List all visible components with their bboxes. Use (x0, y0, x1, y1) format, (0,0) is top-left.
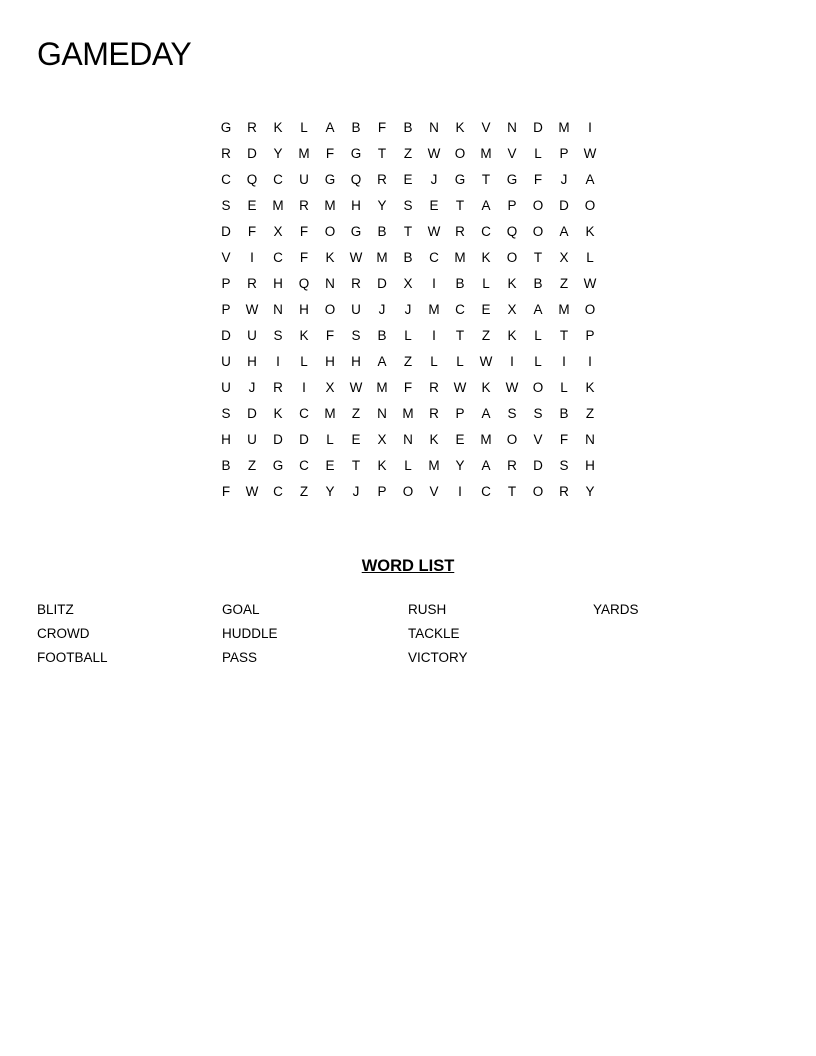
grid-cell: B (377, 224, 387, 239)
grid-cell: D (377, 276, 387, 291)
word-list-column (593, 600, 773, 624)
grid-cell: W (427, 224, 441, 239)
grid-cell: S (507, 406, 517, 421)
grid-row (213, 271, 603, 297)
grid-cell: C (273, 250, 283, 265)
grid-row (213, 167, 603, 193)
grid-cell: C (455, 302, 465, 317)
grid-cell: S (559, 458, 569, 473)
grid-cell: D (533, 120, 543, 135)
grid-cell: M (272, 198, 284, 213)
grid-cell: G (220, 120, 232, 135)
grid-cell: L (300, 354, 308, 369)
grid-cell: F (377, 120, 387, 135)
grid-cell: P (455, 406, 465, 421)
grid-row (213, 479, 603, 505)
grid-cell: K (325, 250, 335, 265)
grid-cell: Z (299, 484, 309, 499)
grid-cell: K (429, 432, 439, 447)
page-title: GAMEDAY (37, 36, 192, 72)
grid-cell: R (377, 172, 387, 187)
grid-cell: M (558, 120, 570, 135)
grid-cell: L (300, 120, 308, 135)
grid-cell: U (247, 328, 257, 343)
grid-cell: K (455, 120, 465, 135)
grid-cell: D (273, 432, 283, 447)
grid-cell: N (429, 120, 439, 135)
grid-cell: U (247, 432, 257, 447)
word-list-column (222, 600, 402, 672)
grid-cell: N (403, 432, 413, 447)
grid-cell: F (221, 484, 231, 499)
grid-cell: K (273, 120, 283, 135)
grid-cell: P (559, 146, 569, 161)
grid-cell: J (404, 302, 412, 317)
grid-cell: V (429, 484, 439, 499)
grid-cell: D (299, 432, 309, 447)
grid-row (213, 401, 603, 427)
grid-cell: K (299, 328, 309, 343)
grid-cell: X (403, 276, 413, 291)
grid-cell: E (481, 302, 491, 317)
grid-cell: R (507, 458, 517, 473)
grid-cell: F (325, 146, 335, 161)
grid-cell: D (559, 198, 569, 213)
grid-cell: Z (481, 328, 491, 343)
grid-cell: M (480, 432, 492, 447)
grid-cell: L (534, 328, 542, 343)
grid-cell: J (430, 172, 438, 187)
grid-cell: Y (273, 146, 283, 161)
grid-cell: Q (350, 172, 362, 187)
word-list-column (37, 600, 217, 672)
grid-cell: C (221, 172, 231, 187)
grid-cell: I (432, 276, 436, 291)
word-list-item: CROWD (37, 626, 90, 641)
grid-cell: B (403, 120, 413, 135)
grid-cell: A (325, 120, 335, 135)
grid-cell: K (481, 250, 491, 265)
grid-cell: M (558, 302, 570, 317)
grid-cell: O (584, 302, 596, 317)
grid-cell: R (247, 276, 257, 291)
grid-row (213, 141, 603, 167)
grid-cell: W (245, 484, 259, 499)
grid-row (213, 453, 603, 479)
grid-cell: M (454, 250, 466, 265)
grid-cell: Z (247, 458, 257, 473)
grid-cell: P (221, 276, 231, 291)
grid-cell: R (351, 276, 361, 291)
grid-cell: C (481, 224, 491, 239)
grid-cell: K (481, 380, 491, 395)
word-list-item: PASS (222, 650, 258, 665)
grid-cell: Y (325, 484, 335, 499)
word-list-item: YARDS (593, 602, 639, 617)
grid-cell: I (250, 250, 254, 265)
grid-cell: X (559, 250, 569, 265)
grid-cell: K (585, 224, 595, 239)
grid-cell: Z (403, 354, 413, 369)
grid-cell: F (299, 250, 309, 265)
grid-cell: P (221, 302, 231, 317)
grid-cell: M (428, 302, 440, 317)
grid-cell: B (559, 406, 569, 421)
word-search-grid (213, 115, 603, 505)
grid-cell: Y (585, 484, 595, 499)
grid-cell: D (247, 146, 257, 161)
grid-cell: O (584, 198, 596, 213)
grid-cell: K (273, 406, 283, 421)
grid-cell: M (428, 458, 440, 473)
grid-cell: G (350, 224, 362, 239)
grid-cell: O (506, 250, 518, 265)
grid-cell: L (456, 354, 464, 369)
grid-cell: Z (351, 406, 361, 421)
grid-cell: R (429, 406, 439, 421)
grid-cell: S (533, 406, 543, 421)
word-list-column (408, 600, 588, 672)
grid-cell: W (349, 380, 363, 395)
grid-cell: R (429, 380, 439, 395)
grid-cell: L (326, 432, 334, 447)
grid-cell: B (533, 276, 543, 291)
grid-cell: J (352, 484, 360, 499)
grid-cell: H (325, 354, 335, 369)
grid-cell: T (559, 328, 569, 343)
grid-cell: X (377, 432, 387, 447)
grid-cell: Z (585, 406, 595, 421)
grid-row (213, 375, 603, 401)
grid-cell: E (247, 198, 257, 213)
grid-cell: U (221, 380, 231, 395)
grid-cell: M (480, 146, 492, 161)
grid-cell: R (559, 484, 569, 499)
grid-cell: B (351, 120, 361, 135)
grid-cell: K (377, 458, 387, 473)
grid-cell: S (403, 198, 413, 213)
grid-cell: A (559, 224, 569, 239)
grid-cell: W (505, 380, 519, 395)
grid-cell: H (299, 302, 309, 317)
grid-cell: C (481, 484, 491, 499)
grid-cell: G (272, 458, 284, 473)
grid-cell: J (560, 172, 568, 187)
grid-row (213, 245, 603, 271)
grid-row (213, 427, 603, 453)
grid-cell: L (560, 380, 568, 395)
grid-cell: R (247, 120, 257, 135)
word-list-item: TACKLE (408, 626, 460, 641)
grid-cell: S (221, 198, 231, 213)
grid-row (213, 297, 603, 323)
grid-cell: R (299, 198, 309, 213)
grid-cell: G (506, 172, 518, 187)
grid-cell: E (403, 172, 413, 187)
grid-cell: I (458, 484, 462, 499)
grid-cell: W (427, 146, 441, 161)
grid-cell: C (273, 484, 283, 499)
grid-cell: M (324, 406, 336, 421)
grid-cell: R (273, 380, 283, 395)
grid-cell: F (559, 432, 569, 447)
grid-cell: B (221, 458, 231, 473)
grid-cell: J (248, 380, 256, 395)
grid-cell: W (453, 380, 467, 395)
grid-cell: O (532, 198, 544, 213)
grid-row (213, 115, 603, 141)
grid-cell: V (533, 432, 543, 447)
grid-cell: O (324, 224, 336, 239)
grid-cell: R (455, 224, 465, 239)
grid-cell: O (532, 380, 544, 395)
word-list-item: BLITZ (37, 602, 74, 617)
grid-row (213, 193, 603, 219)
grid-cell: N (273, 302, 283, 317)
grid-cell: M (376, 380, 388, 395)
grid-cell: W (349, 250, 363, 265)
grid-cell: F (403, 380, 413, 395)
grid-cell: E (455, 432, 465, 447)
word-list-item: FOOTBALL (37, 650, 108, 665)
grid-row (213, 349, 603, 375)
grid-cell: U (299, 172, 309, 187)
grid-cell: I (510, 354, 514, 369)
grid-row (213, 219, 603, 245)
grid-cell: N (585, 432, 595, 447)
grid-cell: X (273, 224, 283, 239)
grid-cell: F (325, 328, 335, 343)
grid-cell: D (247, 406, 257, 421)
grid-cell: N (377, 406, 387, 421)
grid-cell: U (221, 354, 231, 369)
grid-cell: C (299, 406, 309, 421)
grid-cell: V (481, 120, 491, 135)
grid-cell: R (221, 146, 231, 161)
grid-cell: D (221, 328, 231, 343)
word-list-item: HUDDLE (222, 626, 278, 641)
grid-cell: L (404, 458, 412, 473)
grid-cell: M (324, 198, 336, 213)
word-list-title: WORD LIST (361, 557, 455, 575)
grid-cell: I (562, 354, 566, 369)
grid-cell: F (247, 224, 257, 239)
grid-cell: C (273, 172, 283, 187)
grid-cell: H (221, 432, 231, 447)
grid-cell: O (402, 484, 414, 499)
grid-cell: H (273, 276, 283, 291)
grid-cell: L (482, 276, 490, 291)
grid-cell: O (532, 224, 544, 239)
grid-cell: O (324, 302, 336, 317)
grid-cell: F (299, 224, 309, 239)
grid-row (213, 323, 603, 349)
grid-cell: H (585, 458, 595, 473)
grid-cell: T (403, 224, 413, 239)
grid-cell: S (221, 406, 231, 421)
grid-cell: S (273, 328, 283, 343)
grid-cell: B (455, 276, 465, 291)
grid-cell: D (533, 458, 543, 473)
grid-cell: E (325, 458, 335, 473)
grid-cell: I (588, 354, 592, 369)
grid-cell: Y (377, 198, 387, 213)
grid-cell: M (402, 406, 414, 421)
grid-cell: E (429, 198, 439, 213)
grid-cell: W (583, 146, 597, 161)
grid-cell: A (377, 354, 387, 369)
grid-cell: O (532, 484, 544, 499)
grid-cell: T (481, 172, 491, 187)
grid-cell: K (507, 276, 517, 291)
grid-cell: H (351, 354, 361, 369)
grid-cell: S (351, 328, 361, 343)
grid-cell: B (403, 250, 413, 265)
grid-cell: I (432, 328, 436, 343)
grid-cell: W (245, 302, 259, 317)
word-list-item: VICTORY (408, 650, 468, 665)
grid-cell: T (533, 250, 543, 265)
grid-cell: W (479, 354, 493, 369)
grid-cell: A (585, 172, 595, 187)
grid-cell: M (298, 146, 310, 161)
grid-cell: A (481, 198, 491, 213)
grid-cell: P (585, 328, 595, 343)
grid-cell: N (325, 276, 335, 291)
grid-cell: T (455, 198, 465, 213)
grid-cell: I (276, 354, 280, 369)
grid-cell: J (378, 302, 386, 317)
grid-cell: T (351, 458, 361, 473)
grid-cell: Y (455, 458, 465, 473)
grid-cell: F (533, 172, 543, 187)
grid-cell: Z (403, 146, 413, 161)
grid-cell: G (454, 172, 466, 187)
grid-cell: X (325, 380, 335, 395)
grid-cell: U (351, 302, 361, 317)
grid-cell: T (455, 328, 465, 343)
grid-cell: Q (298, 276, 310, 291)
word-list-item: GOAL (222, 602, 260, 617)
grid-cell: O (506, 432, 518, 447)
grid-cell: I (588, 120, 592, 135)
grid-cell: H (351, 198, 361, 213)
grid-cell: Q (246, 172, 258, 187)
grid-cell: I (302, 380, 306, 395)
grid-cell: B (377, 328, 387, 343)
grid-cell: P (377, 484, 387, 499)
grid-cell: H (247, 354, 257, 369)
grid-cell: M (376, 250, 388, 265)
grid-cell: K (585, 380, 595, 395)
grid-cell: L (404, 328, 412, 343)
grid-cell: T (377, 146, 387, 161)
grid-cell: N (507, 120, 517, 135)
grid-cell: L (586, 250, 594, 265)
word-list-item: RUSH (408, 602, 447, 617)
grid-cell: C (299, 458, 309, 473)
grid-cell: V (221, 250, 231, 265)
grid-cell: O (454, 146, 466, 161)
grid-cell: L (534, 354, 542, 369)
grid-cell: V (507, 146, 517, 161)
grid-cell: T (507, 484, 517, 499)
grid-cell: C (429, 250, 439, 265)
grid-cell: E (351, 432, 361, 447)
grid-cell: G (324, 172, 336, 187)
grid-cell: G (350, 146, 362, 161)
grid-cell: A (481, 458, 491, 473)
grid-cell: L (430, 354, 438, 369)
grid-cell: L (534, 146, 542, 161)
grid-cell: P (507, 198, 517, 213)
grid-cell: Q (506, 224, 518, 239)
grid-cell: W (583, 276, 597, 291)
grid-cell: Z (559, 276, 569, 291)
grid-cell: X (507, 302, 517, 317)
grid-cell: K (507, 328, 517, 343)
grid-cell: A (481, 406, 491, 421)
grid-cell: D (221, 224, 231, 239)
grid-cell: A (533, 302, 543, 317)
